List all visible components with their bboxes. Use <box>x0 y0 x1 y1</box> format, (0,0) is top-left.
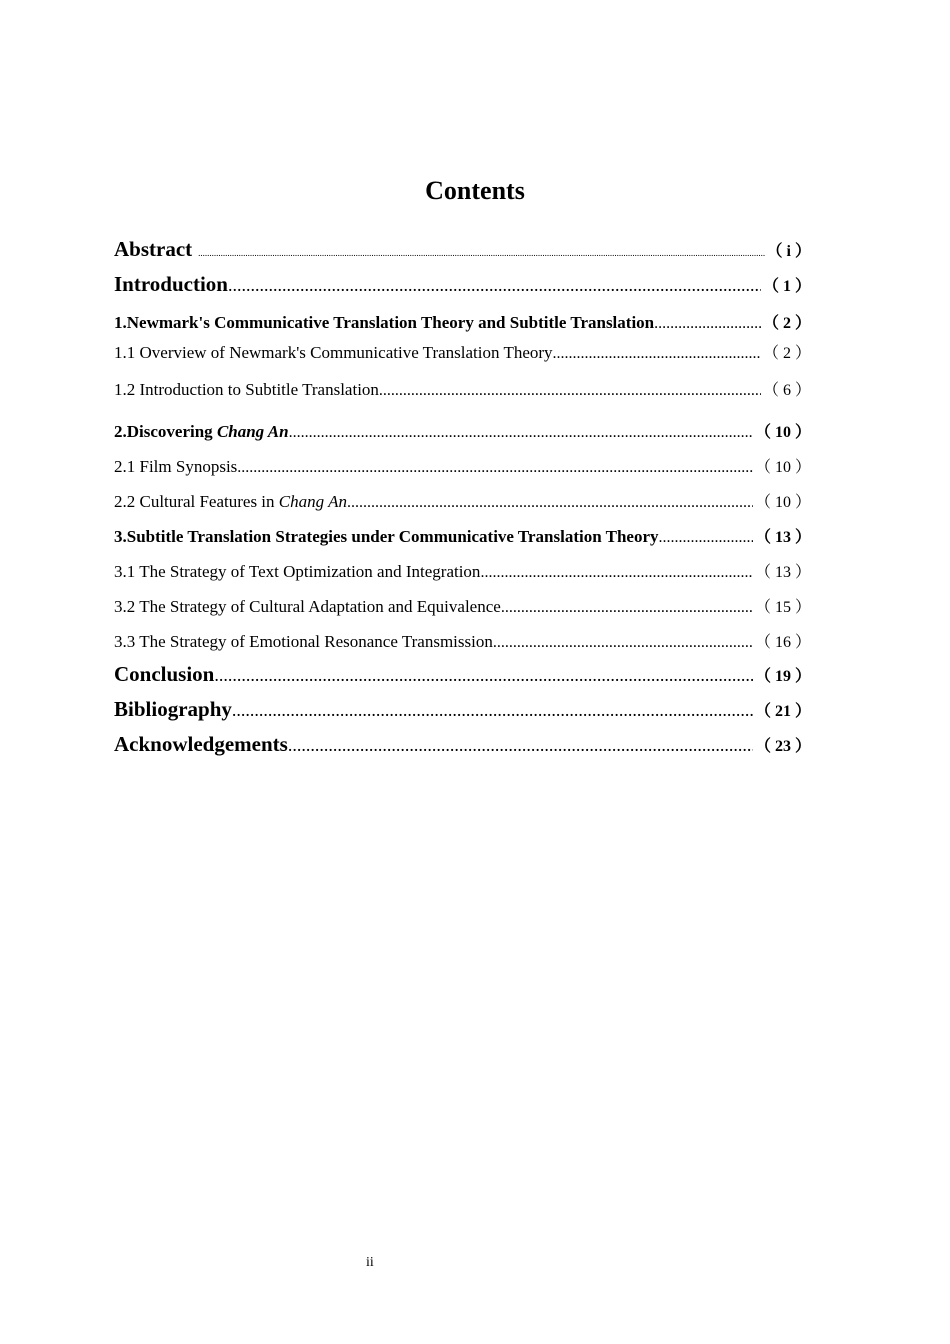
toc-entry-title: Acknowledgements <box>114 732 288 756</box>
toc-entry-section-3-1[interactable] <box>114 559 811 582</box>
toc-entry-page: （ 19 ） <box>754 668 811 685</box>
toc-entry-chapter-1[interactable] <box>114 310 811 333</box>
toc-entry-title: 3.2 The Strategy of Cultural Adaptation and Equivalence <box>114 597 501 616</box>
toc-entry-page: （ 6 ） <box>762 382 811 399</box>
toc-entry-section-1-2[interactable] <box>114 377 811 400</box>
dot-leader <box>480 564 753 582</box>
toc-entry-title: 3.3 The Strategy of Emotional Resonance Transmission <box>114 632 493 651</box>
toc-entry-title: Introduction <box>114 272 228 296</box>
toc-entry-introduction[interactable] <box>114 272 811 297</box>
dot-leader <box>659 529 753 547</box>
toc-entry-page: （ 2 ） <box>762 345 811 362</box>
toc-entry-page: （ 2 ） <box>762 315 811 332</box>
dot-leader <box>289 424 753 442</box>
toc-entry-section-1-1[interactable] <box>114 340 811 363</box>
toc-entry-page: （ 21 ） <box>754 703 811 720</box>
dot-leader <box>379 382 761 400</box>
toc-entry-title: Abstract <box>114 237 193 261</box>
toc-entry-page: （ 10 ） <box>754 459 811 476</box>
toc-entry-page: （ 15 ） <box>754 599 811 616</box>
toc-entry-page: （ 13 ） <box>754 564 811 581</box>
toc-entry-page: （ 10 ） <box>754 494 811 511</box>
toc-entry-section-3-3[interactable] <box>114 629 811 652</box>
toc-entry-title: 2.1 Film Synopsis <box>114 457 238 476</box>
dot-leader <box>288 735 753 756</box>
dot-leader <box>493 634 753 652</box>
toc-entry-section-2-2[interactable] <box>114 489 811 512</box>
dot-leader <box>214 665 753 686</box>
toc-entry-abstract[interactable] <box>114 237 811 262</box>
toc-entry-conclusion[interactable] <box>114 662 811 687</box>
dot-leader <box>553 345 761 363</box>
toc-entry-title <box>114 492 347 512</box>
toc-entry-acknowledgements[interactable] <box>114 732 811 757</box>
toc-entry-title: 3.Subtitle Translation Strategies under Communicative Translation Theory <box>114 527 659 546</box>
toc-entry-bibliography[interactable] <box>114 697 811 722</box>
dot-leader <box>654 315 761 333</box>
toc-entry-page: （ 13 ） <box>754 529 811 546</box>
toc-entry-page: （ 16 ） <box>754 634 811 651</box>
toc-entry-page: （ 1 ） <box>762 278 811 295</box>
toc-entry-title <box>114 422 289 442</box>
toc-entry-title: 1.Newmark's Communicative Translation Theory and Subtitle Translation <box>114 313 655 332</box>
toc-entry-page: （ i ） <box>766 243 811 260</box>
dot-leader <box>198 248 764 258</box>
film-title-italic: Chang An <box>216 422 289 441</box>
toc-entry-title-text: 2.2 Cultural Features in <box>114 492 279 511</box>
toc-entry-title: Conclusion <box>114 662 215 686</box>
toc-entry-title: Bibliography <box>114 697 232 721</box>
dot-leader <box>228 275 761 296</box>
toc-entry-section-3-2[interactable] <box>114 594 811 617</box>
toc-entry-section-2-1[interactable] <box>114 454 811 477</box>
dot-leader <box>232 700 753 721</box>
dot-leader <box>347 494 753 512</box>
dot-leader <box>237 459 753 477</box>
toc-entry-chapter-3[interactable] <box>114 524 811 547</box>
toc-entry-page: （ 10 ） <box>754 424 811 441</box>
toc-entry-chapter-2[interactable] <box>114 419 811 442</box>
film-title-italic: Chang An <box>278 492 347 511</box>
toc-entry-title: 1.1 Overview of Newmark's Communicative Translation Theory <box>114 343 553 362</box>
dot-leader <box>501 599 753 617</box>
toc-entry-title: 1.2 Introduction to Subtitle Translation <box>114 380 379 399</box>
page-title: Contents <box>425 176 525 205</box>
toc-entry-title: 3.1 The Strategy of Text Optimization and Integration <box>114 562 481 581</box>
toc-entry-page: （ 23 ） <box>754 738 811 755</box>
footer-page-number: ii <box>366 1255 374 1270</box>
toc-entry-title-text: 2.Discovering <box>114 422 217 441</box>
